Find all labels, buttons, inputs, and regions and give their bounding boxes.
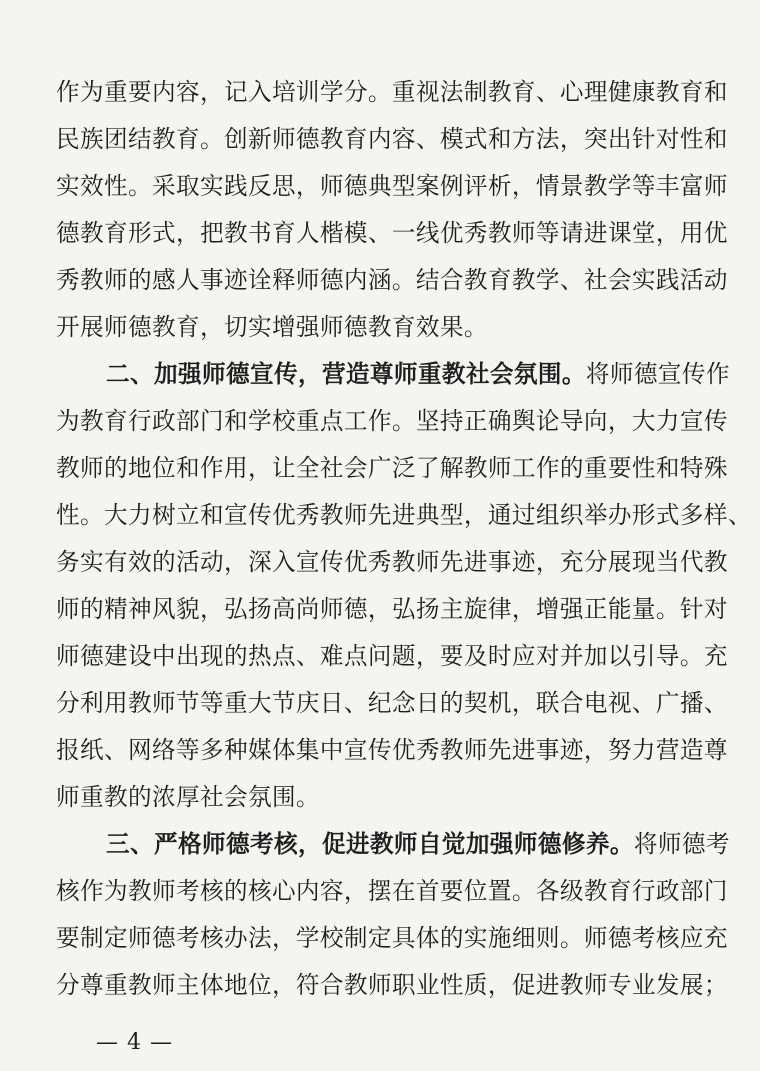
section-2-first-line-rest: 将师德宣传作 [585, 360, 730, 388]
section-3-line-2: 核作为教师考核的核心内容，摆在首要位置。各级教育行政部门 [56, 877, 728, 905]
section-2-line-3: 教师的地位和作用，让全社会广泛了解教师工作的重要性和特殊 [56, 454, 728, 482]
section-2-first-line [106, 352, 730, 396]
section-2-line-2: 为教育行政部门和学校重点工作。坚持正确舆论导向，大力宣传 [56, 407, 728, 435]
section-2-line-6: 师的精神风貌，弘扬高尚师德，弘扬主旋律，增强正能量。针对 [56, 595, 728, 623]
page-number: — 4 — [96, 1030, 173, 1055]
paragraph-1-line-3: 实效性。采取实践反思，师德典型案例评析，情景教学等丰富师 [56, 172, 728, 200]
section-2-line-7: 师德建设中出现的热点、难点问题，要及时应对并加以引导。充 [56, 642, 728, 670]
section-3-first-line [106, 822, 730, 866]
section-3-heading: 三、严格师德考核，促进教师自觉加强师德修养。 [106, 830, 634, 858]
section-2-line-10: 师重教的浓厚社会氛围。 [56, 783, 320, 811]
section-2-line-8: 分利用教师节等重大节庆日、纪念日的契机，联合电视、广播、 [56, 689, 728, 717]
paragraph-1-line-2: 民族团结教育。创新师德教育内容、模式和方法，突出针对性和 [56, 125, 728, 153]
section-2-line-5: 务实有效的活动，深入宣传优秀教师先进事迹，充分展现当代教 [56, 548, 728, 576]
paragraph-1-line-5: 秀教师的感人事迹诠释师德内涵。结合教育教学、社会实践活动 [56, 266, 728, 294]
paragraph-1-line-6: 开展师德教育，切实增强师德教育效果。 [56, 313, 488, 341]
section-3-line-3: 要制定师德考核办法，学校制定具体的实施细则。师德考核应充 [56, 924, 728, 952]
paragraph-1-line-4: 德教育形式，把教书育人楷模、一线优秀教师等请进课堂，用优 [56, 219, 728, 247]
section-2-heading: 二、加强师德宣传，营造尊师重教社会氛围。 [106, 360, 586, 388]
section-3-first-line-rest: 将师德考 [633, 830, 730, 858]
section-2-line-9: 报纸、网络等多种媒体集中宣传优秀教师先进事迹，努力营造尊 [56, 736, 728, 764]
paragraph-1-line-1: 作为重要内容，记入培训学分。重视法制教育、心理健康教育和 [56, 78, 728, 106]
section-3-line-4: 分尊重教师主体地位，符合教师职业性质，促进教师专业发展； [56, 971, 728, 999]
section-2-line-4: 性。大力树立和宣传优秀教师先进典型，通过组织举办形式多样、 [56, 501, 752, 529]
